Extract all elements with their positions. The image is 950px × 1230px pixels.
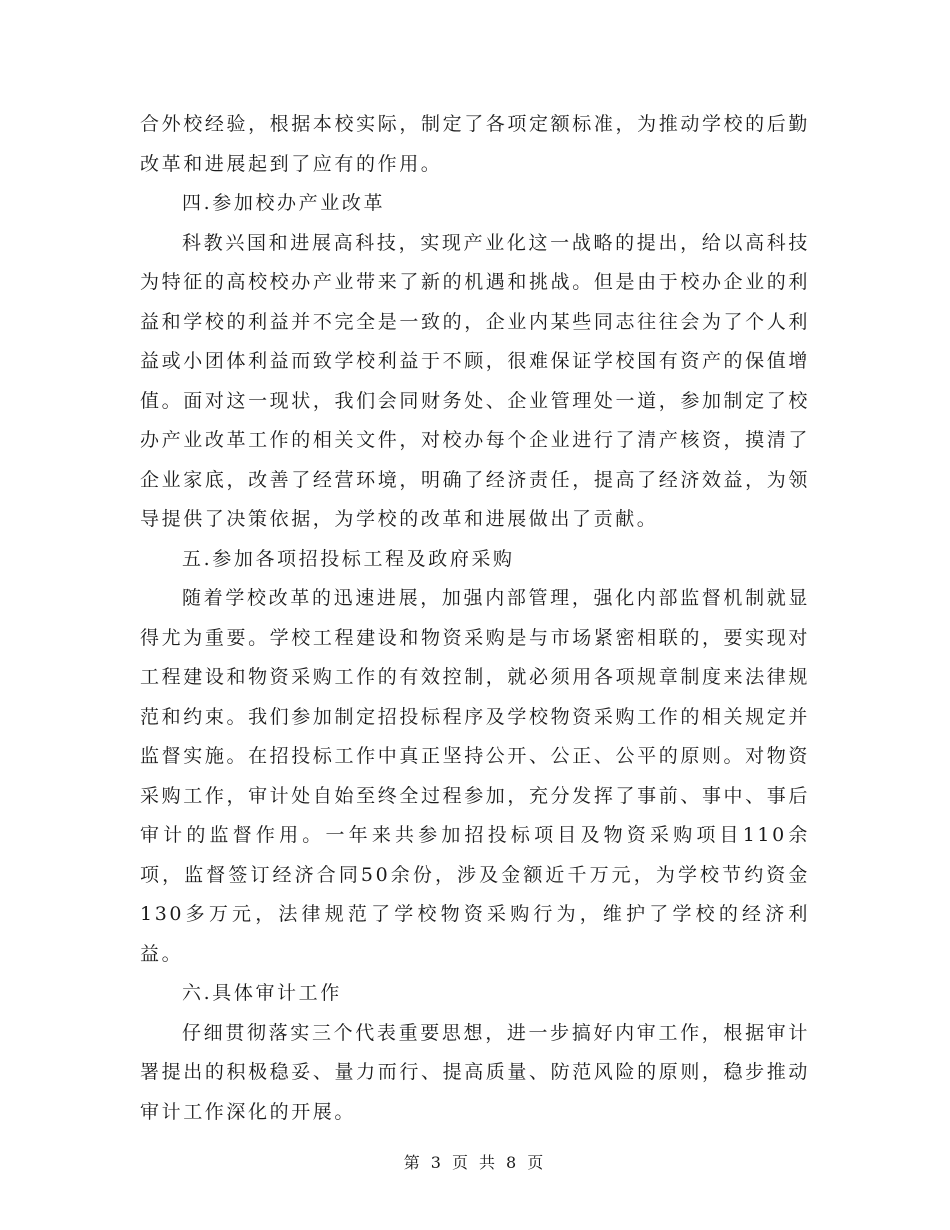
- footer-total-unit: 页: [527, 1153, 547, 1172]
- document-body: [140, 105, 810, 1132]
- paragraph-continuation: 合外校经验，根据本校实际，制定了各项定额标准，为推动学校的后勤改革和进展起到了应有的作用。: [140, 113, 810, 175]
- footer-total-label: 共: [479, 1153, 499, 1172]
- paragraph-section-4: 科教兴国和进展高科技，实现产业化这一战略的提出，给以高科技为特征的高校校办产业带来了新的机遇和挑战。但是由于校办企业的利益和学校的利益并不完全是一致的，企业内某些同志往往会为了个人利益或小团体利益而致学校利益于不顾，很难保证学校国有资产的保值增值。面对这一现状，我们会同财务处、企业管理处一道，参加制定了校办产业改革工作的相关文件，对校办每个企业进行了清产核资，摸清了企业家底，改善了经营环境，明确了经济责任，提高了经济效益，为领导提供了决策依据，为学校的改革和进展做出了贡献。: [140, 231, 810, 530]
- footer-current-page: 3: [430, 1153, 444, 1172]
- paragraph-section-5: 随着学校改革的迅速进展，加强内部管理，强化内部监督机制就显得尤为重要。学校工程建设和物资采购是与市场紧密相联的，要实现对工程建设和物资采购工作的有效控制，就必须用各项规章制度来法律规范和约束。我们参加制定招投标程序及学校物资采购工作的相关规定并监督实施。在招投标工作中真正坚持公开、公正、公平的原则。对物资采购工作，审计处自始至终全过程参加，充分发挥了事前、事中、事后审计的监督作用。一年来共参加招投标项目及物资采购项目110余项，监督签订经济合同50余份，涉及金额近千万元，为学校节约资金130多万元，法律规范了学校物资采购行为，维护了学校的经济利益。: [140, 587, 810, 965]
- paragraph-section-6: 仔细贯彻落实三个代表重要思想，进一步搞好内审工作，根据审计署提出的积极稳妥、量力而行、提高质量、防范风险的原则，稳步推动审计工作深化的开展。: [140, 1021, 810, 1123]
- page-footer: [0, 1150, 950, 1173]
- footer-page-label: 第: [403, 1153, 423, 1172]
- section-heading-5: 五.参加各项招投标工程及政府采购: [182, 547, 515, 570]
- footer-total-pages: 8: [506, 1153, 520, 1172]
- footer-page-unit: 页: [451, 1153, 471, 1172]
- section-heading-4: 四.参加校办产业改革: [182, 192, 386, 214]
- section-heading-6: 六.具体审计工作: [182, 982, 342, 1004]
